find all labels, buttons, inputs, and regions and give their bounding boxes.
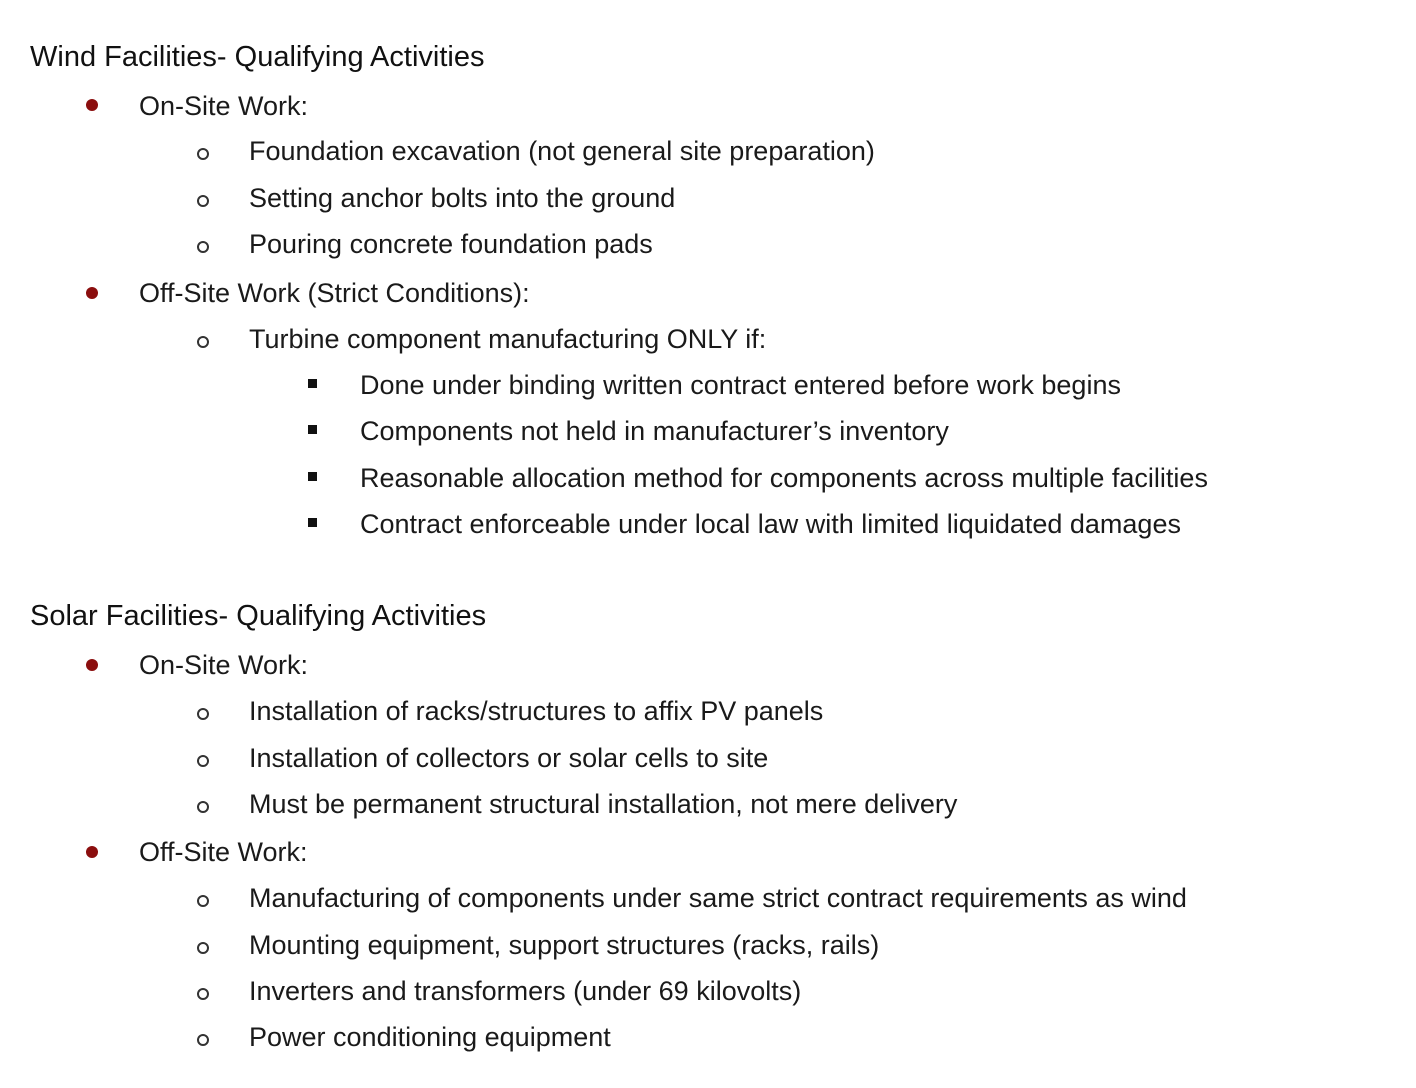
circle-bullet-icon xyxy=(197,195,209,207)
circle-bullet-icon xyxy=(197,336,209,348)
wind-onsite-label: On-Site Work: xyxy=(139,91,309,121)
bullet-dot-icon xyxy=(86,846,98,858)
circle-bullet-icon xyxy=(197,801,209,813)
list-item: Installation of racks/structures to affix PV panels xyxy=(249,696,824,726)
circle-bullet-icon xyxy=(197,755,209,767)
circle-bullet-icon xyxy=(197,148,209,160)
solar-section-heading: Solar Facilities- Qualifying Activities xyxy=(30,600,487,632)
solar-onsite-label: On-Site Work: xyxy=(139,650,309,680)
list-item: Foundation excavation (not general site preparation) xyxy=(249,136,875,166)
bullet-dot-icon xyxy=(86,659,98,671)
solar-offsite-label: Off-Site Work: xyxy=(139,837,308,867)
circle-bullet-icon xyxy=(197,241,209,253)
square-bullet-icon xyxy=(308,518,317,527)
list-item: Turbine component manufacturing ONLY if: xyxy=(249,324,767,354)
list-item: Must be permanent structural installation, not mere delivery xyxy=(249,789,958,819)
condition-item: Done under binding written contract entered before work begins xyxy=(360,370,1121,400)
square-bullet-icon xyxy=(308,472,317,481)
wind-section-heading: Wind Facilities- Qualifying Activities xyxy=(30,41,485,73)
list-item: Power conditioning equipment xyxy=(249,1022,611,1052)
list-item: Setting anchor bolts into the ground xyxy=(249,183,676,213)
condition-item: Reasonable allocation method for components across multiple facilities xyxy=(360,463,1208,493)
list-item: Manufacturing of components under same strict contract requirements as wind xyxy=(249,883,1187,913)
condition-item: Contract enforceable under local law with limited liquidated damages xyxy=(360,509,1181,539)
bullet-dot-icon xyxy=(86,99,98,111)
list-item: Installation of collectors or solar cells to site xyxy=(249,743,769,773)
circle-bullet-icon xyxy=(197,988,209,1000)
circle-bullet-icon xyxy=(197,895,209,907)
list-item: Mounting equipment, support structures (racks, rails) xyxy=(249,930,880,960)
condition-item: Components not held in manufacturer’s inventory xyxy=(360,416,949,446)
circle-bullet-icon xyxy=(197,708,209,720)
square-bullet-icon xyxy=(308,379,317,388)
wind-offsite-label: Off-Site Work (Strict Conditions): xyxy=(139,278,530,308)
circle-bullet-icon xyxy=(197,942,209,954)
list-item: Pouring concrete foundation pads xyxy=(249,229,653,259)
list-item: Inverters and transformers (under 69 kilovolts) xyxy=(249,976,802,1006)
circle-bullet-icon xyxy=(197,1034,209,1046)
square-bullet-icon xyxy=(308,425,317,434)
bullet-dot-icon xyxy=(86,287,98,299)
